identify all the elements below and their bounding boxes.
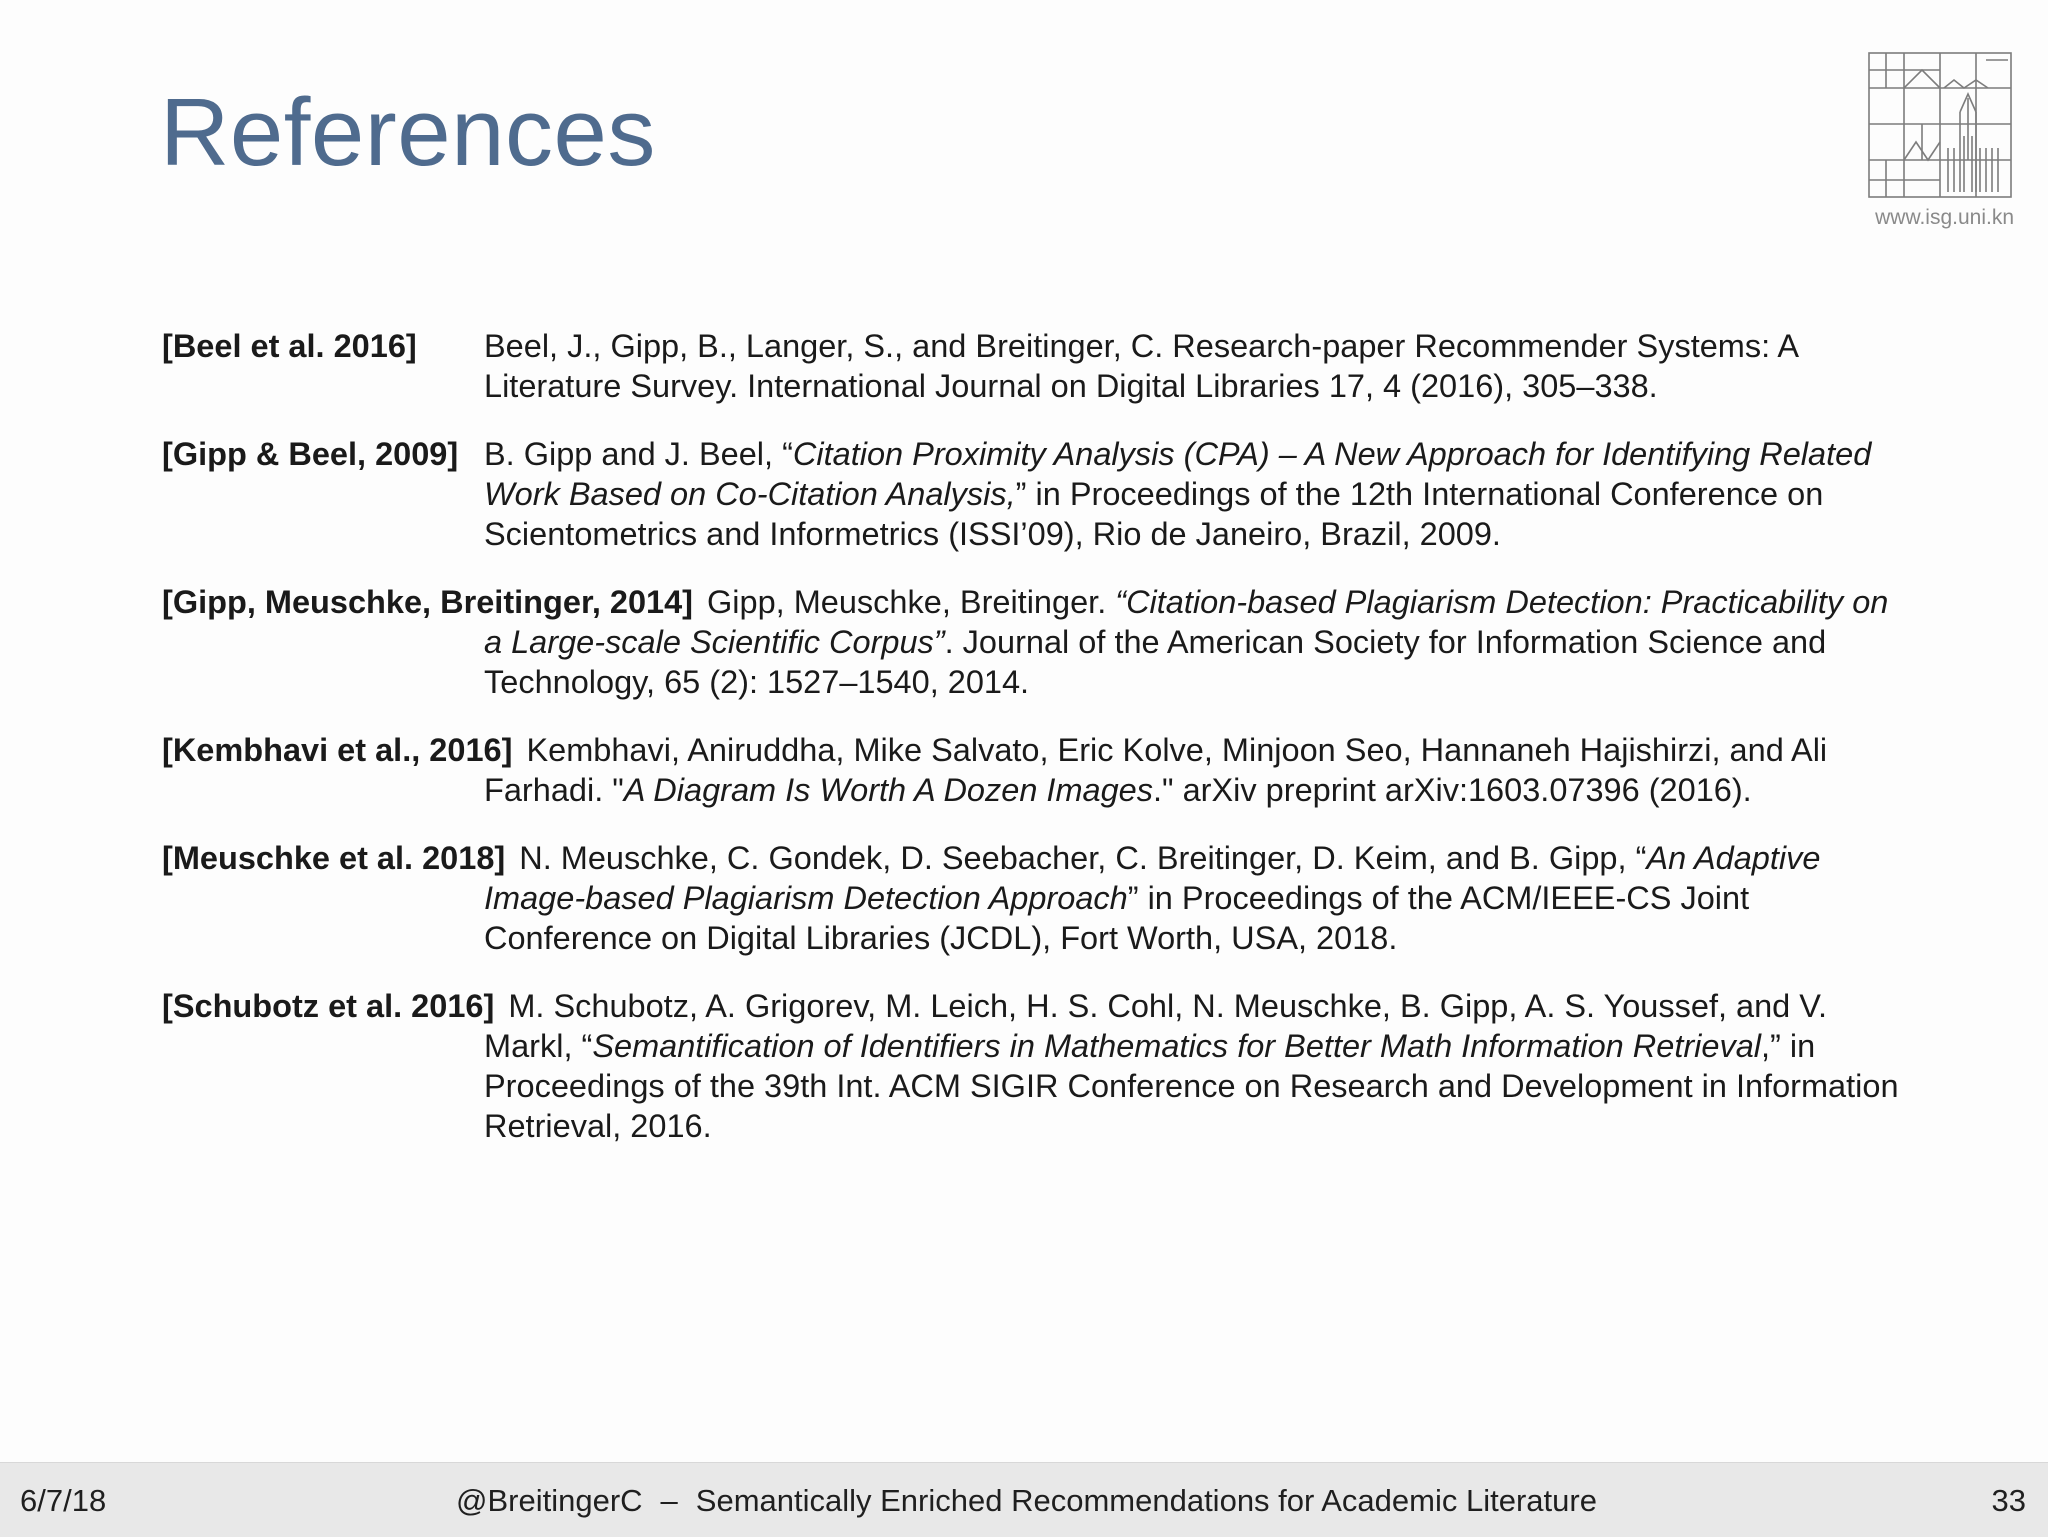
reference-text-part: ” in Proceedings of the ACM/IEEE-CS Joint Conference on Digital Libraries (JCDL), Fort Worth, USA, 2018. (484, 880, 1750, 956)
reference-title-italic: Citation Proximity Analysis (CPA) – A New Approach for Identifying Related Work Based on Co-Citation Analysis, (484, 436, 1872, 512)
reference-text-part: Gipp, Meuschke, Breitinger. (707, 584, 1116, 620)
reference-text-part: Beel, J., Gipp, B., Langer, S., and Breitinger, C. Research-paper Recommender Systems: A Literature Survey. International Journal on Digital Libraries 17, 4 (2016), 305–338. (484, 328, 1798, 404)
page-number: 33 (1991, 1483, 2026, 1518)
university-logo (1868, 52, 2014, 230)
footer-handle: @BreitingerC (456, 1483, 643, 1518)
footer-center (456, 1483, 1597, 1519)
reference-text-part: . Journal of the American Society for Information Science and Technology, 65 (2): 1527–1540, 2014. (484, 624, 1827, 700)
reference-text-part: ” in Proceedings of the 12th International Conference on Scientometrics and Informetrics (ISSI’09), Rio de Janeiro, Brazil, 2009. (484, 476, 1824, 552)
reference-item (162, 582, 1902, 702)
reference-item (162, 434, 1902, 554)
reference-title-italic: Semantification of Identifiers in Mathematics for Better Math Information Retrieval (592, 1028, 1762, 1064)
reference-list (162, 326, 1902, 1174)
footer-separator: – (660, 1483, 678, 1518)
footer (0, 1462, 2048, 1537)
reference-text-part: M. Schubotz, A. Grigorev, M. Leich, H. S. Cohl, N. Meuschke, B. Gipp, A. S. Youssef, and V. Markl, “ (484, 988, 1828, 1064)
reference-key: [Gipp & Beel, 2009] (162, 436, 459, 472)
reference-key: [Schubotz et al. 2016] (162, 988, 495, 1024)
reference-item (162, 986, 1902, 1146)
footer-date: 6/7/18 (20, 1483, 107, 1518)
reference-title-italic: “Citation-based Plagiarism Detection: Practicability on a Large-scale Scientific Corpus” (484, 584, 1889, 660)
reference-key: [Kembhavi et al., 2016] (162, 732, 513, 768)
reference-text-part: ,” in Proceedings of the 39th Int. ACM SIGIR Conference on Research and Development in Information Retrieval, 2016. (484, 1028, 1899, 1144)
reference-item (162, 838, 1902, 958)
footer-talk-title: Semantically Enriched Recommendations for Academic Literature (695, 1483, 1597, 1518)
reference-text-part: N. Meuschke, C. Gondek, D. Seebacher, C. Breitinger, D. Keim, and B. Gipp, “ (519, 840, 1647, 876)
reference-item (162, 730, 1902, 810)
reference-key: [Gipp, Meuschke, Breitinger, 2014] (162, 584, 693, 620)
reference-key: [Meuschke et al. 2018] (162, 840, 506, 876)
reference-item (162, 326, 1902, 406)
slide-title: References (160, 79, 656, 186)
reference-text (162, 326, 1902, 406)
reference-title-italic: A Diagram Is Worth A Dozen Images (623, 772, 1154, 808)
reference-text-part: B. Gipp and J. Beel, “ (484, 436, 793, 472)
logo-url-text: www.isg.uni.kn (1875, 206, 2014, 229)
reference-key: [Beel et al. 2016] (162, 328, 417, 364)
reference-text-part: ." arXiv preprint arXiv:1603.07396 (2016). (1153, 772, 1752, 808)
reference-title-italic: An Adaptive Image-based Plagiarism Detection Approach (484, 840, 1821, 916)
reference-text-part: Kembhavi, Aniruddha, Mike Salvato, Eric Kolve, Minjoon Seo, Hannaneh Hajishirzi, and Ali Farhadi. " (484, 732, 1828, 808)
isg-logo-icon (1868, 52, 2014, 200)
